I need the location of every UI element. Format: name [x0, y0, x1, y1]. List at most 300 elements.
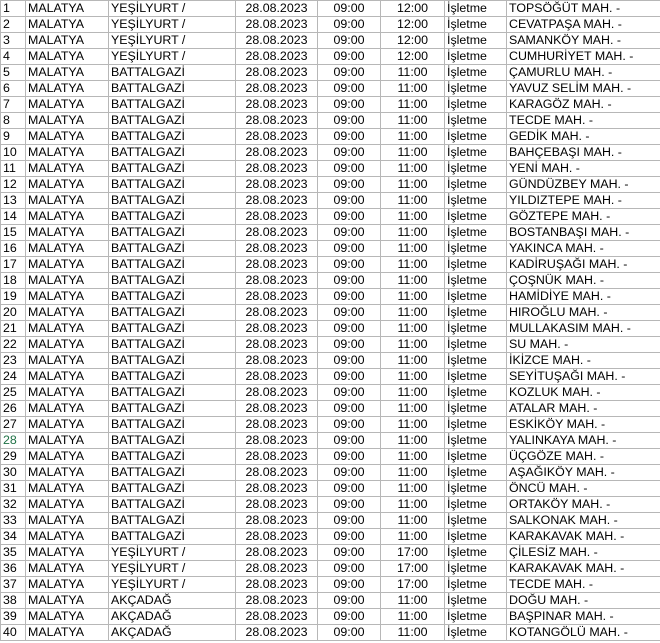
cell-district[interactable]: BATTALGAZİ — [109, 209, 236, 225]
cell-neighborhood[interactable]: YALINKAYA MAH. - — [507, 433, 660, 449]
cell-date[interactable]: 28.08.2023 — [236, 33, 318, 49]
cell-date[interactable]: 28.08.2023 — [236, 289, 318, 305]
cell-date[interactable]: 28.08.2023 — [236, 577, 318, 593]
cell-neighborhood[interactable]: İKİZCE MAH. - — [507, 353, 660, 369]
cell-date[interactable]: 28.08.2023 — [236, 113, 318, 129]
cell-start-time[interactable]: 09:00 — [318, 17, 381, 33]
cell-end-time[interactable]: 11:00 — [381, 273, 445, 289]
row-number[interactable]: 14 — [1, 209, 26, 225]
cell-province[interactable]: MALATYA — [26, 145, 109, 161]
cell-end-time[interactable]: 17:00 — [381, 577, 445, 593]
cell-district[interactable]: BATTALGAZİ — [109, 81, 236, 97]
cell-neighborhood[interactable]: KADİRUŞAĞI MAH. - — [507, 257, 660, 273]
cell-date[interactable]: 28.08.2023 — [236, 145, 318, 161]
cell-start-time[interactable]: 09:00 — [318, 49, 381, 65]
cell-district[interactable]: YEŞİLYURT / — [109, 33, 236, 49]
cell-neighborhood[interactable]: SALKONAK MAH. - — [507, 513, 660, 529]
cell-neighborhood[interactable]: ÇAMURLU MAH. - — [507, 65, 660, 81]
cell-type[interactable]: İşletme — [445, 145, 507, 161]
cell-date[interactable]: 28.08.2023 — [236, 465, 318, 481]
cell-type[interactable]: İşletme — [445, 337, 507, 353]
cell-province[interactable]: MALATYA — [26, 241, 109, 257]
cell-date[interactable]: 28.08.2023 — [236, 529, 318, 545]
row-number[interactable]: 1 — [1, 1, 26, 17]
row-number[interactable]: 9 — [1, 129, 26, 145]
cell-province[interactable]: MALATYA — [26, 385, 109, 401]
cell-date[interactable]: 28.08.2023 — [236, 321, 318, 337]
cell-neighborhood[interactable]: ÇİLESİZ MAH. - — [507, 545, 660, 561]
cell-district[interactable]: BATTALGAZİ — [109, 257, 236, 273]
cell-district[interactable]: BATTALGAZİ — [109, 465, 236, 481]
cell-neighborhood[interactable]: MULLAKASIM MAH. - — [507, 321, 660, 337]
cell-province[interactable]: MALATYA — [26, 465, 109, 481]
row-number[interactable]: 26 — [1, 401, 26, 417]
cell-date[interactable]: 28.08.2023 — [236, 305, 318, 321]
cell-date[interactable]: 28.08.2023 — [236, 433, 318, 449]
cell-district[interactable]: YEŞİLYURT / — [109, 577, 236, 593]
cell-province[interactable]: MALATYA — [26, 129, 109, 145]
cell-type[interactable]: İşletme — [445, 481, 507, 497]
cell-province[interactable]: MALATYA — [26, 1, 109, 17]
cell-province[interactable]: MALATYA — [26, 225, 109, 241]
cell-neighborhood[interactable]: BAŞPINAR MAH. - — [507, 609, 660, 625]
cell-end-time[interactable]: 11:00 — [381, 337, 445, 353]
cell-type[interactable]: İşletme — [445, 369, 507, 385]
cell-type[interactable]: İşletme — [445, 385, 507, 401]
cell-province[interactable]: MALATYA — [26, 561, 109, 577]
cell-district[interactable]: BATTALGAZİ — [109, 177, 236, 193]
cell-start-time[interactable]: 09:00 — [318, 577, 381, 593]
cell-date[interactable]: 28.08.2023 — [236, 81, 318, 97]
cell-district[interactable]: BATTALGAZİ — [109, 481, 236, 497]
cell-province[interactable]: MALATYA — [26, 49, 109, 65]
cell-date[interactable]: 28.08.2023 — [236, 497, 318, 513]
cell-province[interactable]: MALATYA — [26, 193, 109, 209]
row-number[interactable]: 40 — [1, 625, 26, 641]
row-number[interactable]: 23 — [1, 353, 26, 369]
cell-neighborhood[interactable]: TOPSÖĞÜT MAH. - — [507, 1, 660, 17]
cell-province[interactable]: MALATYA — [26, 273, 109, 289]
cell-type[interactable]: İşletme — [445, 305, 507, 321]
cell-date[interactable]: 28.08.2023 — [236, 561, 318, 577]
cell-neighborhood[interactable]: TECDE MAH. - — [507, 113, 660, 129]
cell-district[interactable]: BATTALGAZİ — [109, 65, 236, 81]
cell-province[interactable]: MALATYA — [26, 209, 109, 225]
cell-start-time[interactable]: 09:00 — [318, 433, 381, 449]
cell-date[interactable]: 28.08.2023 — [236, 161, 318, 177]
cell-neighborhood[interactable]: CEVATPAŞA MAH. - — [507, 17, 660, 33]
row-number[interactable]: 6 — [1, 81, 26, 97]
cell-end-time[interactable]: 11:00 — [381, 417, 445, 433]
row-number[interactable]: 22 — [1, 337, 26, 353]
cell-district[interactable]: BATTALGAZİ — [109, 129, 236, 145]
cell-type[interactable]: İşletme — [445, 321, 507, 337]
row-number[interactable]: 15 — [1, 225, 26, 241]
cell-end-time[interactable]: 11:00 — [381, 625, 445, 641]
row-number[interactable]: 12 — [1, 177, 26, 193]
cell-end-time[interactable]: 11:00 — [381, 433, 445, 449]
row-number[interactable]: 16 — [1, 241, 26, 257]
row-number[interactable]: 10 — [1, 145, 26, 161]
cell-neighborhood[interactable]: YENİ MAH. - — [507, 161, 660, 177]
cell-date[interactable]: 28.08.2023 — [236, 369, 318, 385]
cell-district[interactable]: YEŞİLYURT / — [109, 49, 236, 65]
cell-neighborhood[interactable]: GÖZTEPE MAH. - — [507, 209, 660, 225]
cell-province[interactable]: MALATYA — [26, 369, 109, 385]
row-number[interactable]: 24 — [1, 369, 26, 385]
cell-end-time[interactable]: 12:00 — [381, 49, 445, 65]
cell-type[interactable]: İşletme — [445, 209, 507, 225]
cell-start-time[interactable]: 09:00 — [318, 225, 381, 241]
row-number[interactable]: 21 — [1, 321, 26, 337]
cell-date[interactable]: 28.08.2023 — [236, 97, 318, 113]
cell-date[interactable]: 28.08.2023 — [236, 1, 318, 17]
cell-end-time[interactable]: 11:00 — [381, 497, 445, 513]
row-number[interactable]: 18 — [1, 273, 26, 289]
cell-province[interactable]: MALATYA — [26, 257, 109, 273]
cell-province[interactable]: MALATYA — [26, 497, 109, 513]
cell-district[interactable]: AKÇADAĞ — [109, 625, 236, 641]
cell-end-time[interactable]: 11:00 — [381, 81, 445, 97]
cell-neighborhood[interactable]: GEDİK MAH. - — [507, 129, 660, 145]
cell-district[interactable]: BATTALGAZİ — [109, 97, 236, 113]
cell-province[interactable]: MALATYA — [26, 17, 109, 33]
cell-start-time[interactable]: 09:00 — [318, 113, 381, 129]
cell-end-time[interactable]: 11:00 — [381, 241, 445, 257]
cell-type[interactable]: İşletme — [445, 593, 507, 609]
cell-neighborhood[interactable]: GÜNDÜZBEY MAH. - — [507, 177, 660, 193]
cell-neighborhood[interactable]: ÖNCÜ MAH. - — [507, 481, 660, 497]
row-number[interactable]: 4 — [1, 49, 26, 65]
cell-district[interactable]: BATTALGAZİ — [109, 513, 236, 529]
cell-start-time[interactable]: 09:00 — [318, 97, 381, 113]
cell-start-time[interactable]: 09:00 — [318, 177, 381, 193]
cell-province[interactable]: MALATYA — [26, 305, 109, 321]
cell-date[interactable]: 28.08.2023 — [236, 417, 318, 433]
cell-date[interactable]: 28.08.2023 — [236, 401, 318, 417]
cell-type[interactable]: İşletme — [445, 129, 507, 145]
row-number[interactable]: 29 — [1, 449, 26, 465]
cell-end-time[interactable]: 12:00 — [381, 33, 445, 49]
cell-end-time[interactable]: 12:00 — [381, 17, 445, 33]
cell-start-time[interactable]: 09:00 — [318, 449, 381, 465]
cell-district[interactable]: YEŞİLYURT / — [109, 545, 236, 561]
cell-neighborhood[interactable]: YAVUZ SELİM MAH. - — [507, 81, 660, 97]
row-number[interactable]: 38 — [1, 593, 26, 609]
cell-province[interactable]: MALATYA — [26, 177, 109, 193]
cell-province[interactable]: MALATYA — [26, 65, 109, 81]
cell-date[interactable]: 28.08.2023 — [236, 209, 318, 225]
cell-date[interactable]: 28.08.2023 — [236, 241, 318, 257]
cell-date[interactable]: 28.08.2023 — [236, 545, 318, 561]
cell-district[interactable]: BATTALGAZİ — [109, 337, 236, 353]
cell-date[interactable]: 28.08.2023 — [236, 625, 318, 641]
cell-date[interactable]: 28.08.2023 — [236, 177, 318, 193]
row-number[interactable]: 33 — [1, 513, 26, 529]
row-number[interactable]: 5 — [1, 65, 26, 81]
cell-start-time[interactable]: 09:00 — [318, 401, 381, 417]
row-number[interactable]: 28 — [1, 433, 26, 449]
cell-date[interactable]: 28.08.2023 — [236, 385, 318, 401]
cell-neighborhood[interactable]: SAMANKÖY MAH. - — [507, 33, 660, 49]
row-number[interactable]: 25 — [1, 385, 26, 401]
cell-neighborhood[interactable]: CUMHURİYET MAH. - — [507, 49, 660, 65]
cell-date[interactable]: 28.08.2023 — [236, 225, 318, 241]
cell-neighborhood[interactable]: KOTANGÖLÜ MAH. - — [507, 625, 660, 641]
cell-date[interactable]: 28.08.2023 — [236, 129, 318, 145]
cell-type[interactable]: İşletme — [445, 1, 507, 17]
cell-start-time[interactable]: 09:00 — [318, 129, 381, 145]
cell-end-time[interactable]: 11:00 — [381, 161, 445, 177]
cell-district[interactable]: BATTALGAZİ — [109, 273, 236, 289]
cell-start-time[interactable]: 09:00 — [318, 81, 381, 97]
cell-type[interactable]: İşletme — [445, 561, 507, 577]
cell-date[interactable]: 28.08.2023 — [236, 17, 318, 33]
cell-end-time[interactable]: 11:00 — [381, 465, 445, 481]
cell-start-time[interactable]: 09:00 — [318, 417, 381, 433]
cell-type[interactable]: İşletme — [445, 113, 507, 129]
cell-end-time[interactable]: 11:00 — [381, 321, 445, 337]
row-number[interactable]: 13 — [1, 193, 26, 209]
cell-neighborhood[interactable]: KARAKAVAK MAH. - — [507, 561, 660, 577]
cell-type[interactable]: İşletme — [445, 49, 507, 65]
cell-start-time[interactable]: 09:00 — [318, 241, 381, 257]
cell-province[interactable]: MALATYA — [26, 593, 109, 609]
cell-type[interactable]: İşletme — [445, 225, 507, 241]
cell-start-time[interactable]: 09:00 — [318, 609, 381, 625]
cell-district[interactable]: BATTALGAZİ — [109, 529, 236, 545]
cell-start-time[interactable]: 09:00 — [318, 385, 381, 401]
cell-start-time[interactable]: 09:00 — [318, 513, 381, 529]
cell-start-time[interactable]: 09:00 — [318, 257, 381, 273]
row-number[interactable]: 37 — [1, 577, 26, 593]
cell-neighborhood[interactable]: ORTAKÖY MAH. - — [507, 497, 660, 513]
cell-type[interactable]: İşletme — [445, 81, 507, 97]
cell-province[interactable]: MALATYA — [26, 321, 109, 337]
cell-type[interactable]: İşletme — [445, 273, 507, 289]
cell-province[interactable]: MALATYA — [26, 545, 109, 561]
cell-district[interactable]: YEŞİLYURT / — [109, 17, 236, 33]
row-number[interactable]: 17 — [1, 257, 26, 273]
cell-type[interactable]: İşletme — [445, 97, 507, 113]
cell-date[interactable]: 28.08.2023 — [236, 337, 318, 353]
cell-end-time[interactable]: 11:00 — [381, 449, 445, 465]
cell-end-time[interactable]: 11:00 — [381, 513, 445, 529]
cell-type[interactable]: İşletme — [445, 433, 507, 449]
cell-type[interactable]: İşletme — [445, 465, 507, 481]
cell-district[interactable]: BATTALGAZİ — [109, 161, 236, 177]
cell-neighborhood[interactable]: KARAKAVAK MAH. - — [507, 529, 660, 545]
cell-start-time[interactable]: 09:00 — [318, 209, 381, 225]
cell-end-time[interactable]: 12:00 — [381, 1, 445, 17]
cell-end-time[interactable]: 11:00 — [381, 177, 445, 193]
cell-province[interactable]: MALATYA — [26, 289, 109, 305]
cell-district[interactable]: AKÇADAĞ — [109, 593, 236, 609]
cell-district[interactable]: BATTALGAZİ — [109, 385, 236, 401]
cell-neighborhood[interactable]: KARAGÖZ MAH. - — [507, 97, 660, 113]
cell-neighborhood[interactable]: YAKINCA MAH. - — [507, 241, 660, 257]
cell-end-time[interactable]: 11:00 — [381, 529, 445, 545]
cell-neighborhood[interactable]: ESKİKÖY MAH. - — [507, 417, 660, 433]
row-number[interactable]: 11 — [1, 161, 26, 177]
row-number[interactable]: 30 — [1, 465, 26, 481]
cell-start-time[interactable]: 09:00 — [318, 161, 381, 177]
cell-type[interactable]: İşletme — [445, 17, 507, 33]
cell-province[interactable]: MALATYA — [26, 401, 109, 417]
cell-district[interactable]: YEŞİLYURT / — [109, 561, 236, 577]
cell-type[interactable]: İşletme — [445, 257, 507, 273]
cell-province[interactable]: MALATYA — [26, 337, 109, 353]
cell-province[interactable]: MALATYA — [26, 529, 109, 545]
cell-date[interactable]: 28.08.2023 — [236, 353, 318, 369]
cell-neighborhood[interactable]: HIROĞLU MAH. - — [507, 305, 660, 321]
cell-province[interactable]: MALATYA — [26, 577, 109, 593]
cell-end-time[interactable]: 11:00 — [381, 225, 445, 241]
row-number[interactable]: 36 — [1, 561, 26, 577]
cell-type[interactable]: İşletme — [445, 177, 507, 193]
cell-date[interactable]: 28.08.2023 — [236, 609, 318, 625]
cell-date[interactable]: 28.08.2023 — [236, 449, 318, 465]
cell-end-time[interactable]: 11:00 — [381, 593, 445, 609]
cell-end-time[interactable]: 11:00 — [381, 401, 445, 417]
cell-district[interactable]: BATTALGAZİ — [109, 353, 236, 369]
cell-date[interactable]: 28.08.2023 — [236, 593, 318, 609]
cell-start-time[interactable]: 09:00 — [318, 497, 381, 513]
row-number[interactable]: 27 — [1, 417, 26, 433]
cell-neighborhood[interactable]: BAHÇEBAŞI MAH. - — [507, 145, 660, 161]
cell-end-time[interactable]: 11:00 — [381, 145, 445, 161]
cell-province[interactable]: MALATYA — [26, 609, 109, 625]
cell-end-time[interactable]: 11:00 — [381, 97, 445, 113]
cell-start-time[interactable]: 09:00 — [318, 33, 381, 49]
cell-date[interactable]: 28.08.2023 — [236, 193, 318, 209]
cell-province[interactable]: MALATYA — [26, 113, 109, 129]
cell-province[interactable]: MALATYA — [26, 161, 109, 177]
cell-district[interactable]: BATTALGAZİ — [109, 145, 236, 161]
cell-neighborhood[interactable]: SEYİTUŞAĞI MAH. - — [507, 369, 660, 385]
cell-district[interactable]: BATTALGAZİ — [109, 113, 236, 129]
cell-neighborhood[interactable]: ÇOŞNÜK MAH. - — [507, 273, 660, 289]
cell-start-time[interactable]: 09:00 — [318, 593, 381, 609]
cell-date[interactable]: 28.08.2023 — [236, 257, 318, 273]
cell-province[interactable]: MALATYA — [26, 625, 109, 641]
cell-district[interactable]: BATTALGAZİ — [109, 225, 236, 241]
cell-district[interactable]: BATTALGAZİ — [109, 449, 236, 465]
cell-province[interactable]: MALATYA — [26, 97, 109, 113]
cell-end-time[interactable]: 11:00 — [381, 129, 445, 145]
row-number[interactable]: 39 — [1, 609, 26, 625]
cell-end-time[interactable]: 11:00 — [381, 369, 445, 385]
cell-start-time[interactable]: 09:00 — [318, 481, 381, 497]
cell-start-time[interactable]: 09:00 — [318, 321, 381, 337]
row-number[interactable]: 2 — [1, 17, 26, 33]
cell-province[interactable]: MALATYA — [26, 353, 109, 369]
cell-type[interactable]: İşletme — [445, 401, 507, 417]
cell-province[interactable]: MALATYA — [26, 417, 109, 433]
cell-end-time[interactable]: 17:00 — [381, 545, 445, 561]
cell-neighborhood[interactable]: YILDIZTEPE MAH. - — [507, 193, 660, 209]
cell-type[interactable]: İşletme — [445, 193, 507, 209]
cell-district[interactable]: BATTALGAZİ — [109, 417, 236, 433]
cell-district[interactable]: BATTALGAZİ — [109, 241, 236, 257]
cell-type[interactable]: İşletme — [445, 609, 507, 625]
row-number[interactable]: 8 — [1, 113, 26, 129]
cell-end-time[interactable]: 11:00 — [381, 353, 445, 369]
row-number[interactable]: 35 — [1, 545, 26, 561]
cell-type[interactable]: İşletme — [445, 161, 507, 177]
cell-start-time[interactable]: 09:00 — [318, 369, 381, 385]
cell-neighborhood[interactable]: HAMİDİYE MAH. - — [507, 289, 660, 305]
cell-end-time[interactable]: 11:00 — [381, 65, 445, 81]
cell-type[interactable]: İşletme — [445, 513, 507, 529]
cell-district[interactable]: BATTALGAZİ — [109, 321, 236, 337]
cell-start-time[interactable]: 09:00 — [318, 65, 381, 81]
cell-start-time[interactable]: 09:00 — [318, 289, 381, 305]
cell-type[interactable]: İşletme — [445, 353, 507, 369]
cell-type[interactable]: İşletme — [445, 545, 507, 561]
cell-district[interactable]: BATTALGAZİ — [109, 401, 236, 417]
cell-type[interactable]: İşletme — [445, 33, 507, 49]
cell-type[interactable]: İşletme — [445, 417, 507, 433]
cell-start-time[interactable]: 09:00 — [318, 305, 381, 321]
cell-start-time[interactable]: 09:00 — [318, 353, 381, 369]
cell-district[interactable]: BATTALGAZİ — [109, 497, 236, 513]
cell-district[interactable]: BATTALGAZİ — [109, 433, 236, 449]
cell-end-time[interactable]: 11:00 — [381, 305, 445, 321]
cell-province[interactable]: MALATYA — [26, 81, 109, 97]
cell-start-time[interactable]: 09:00 — [318, 529, 381, 545]
cell-district[interactable]: BATTALGAZİ — [109, 289, 236, 305]
cell-end-time[interactable]: 17:00 — [381, 561, 445, 577]
cell-end-time[interactable]: 11:00 — [381, 113, 445, 129]
cell-type[interactable]: İşletme — [445, 577, 507, 593]
cell-end-time[interactable]: 11:00 — [381, 193, 445, 209]
cell-neighborhood[interactable]: ÜÇGÖZE MAH. - — [507, 449, 660, 465]
cell-start-time[interactable]: 09:00 — [318, 545, 381, 561]
cell-type[interactable]: İşletme — [445, 65, 507, 81]
row-number[interactable]: 7 — [1, 97, 26, 113]
row-number[interactable]: 3 — [1, 33, 26, 49]
cell-start-time[interactable]: 09:00 — [318, 561, 381, 577]
cell-province[interactable]: MALATYA — [26, 513, 109, 529]
row-number[interactable]: 34 — [1, 529, 26, 545]
cell-type[interactable]: İşletme — [445, 497, 507, 513]
cell-neighborhood[interactable]: KOZLUK MAH. - — [507, 385, 660, 401]
cell-start-time[interactable]: 09:00 — [318, 625, 381, 641]
cell-neighborhood[interactable]: SU MAH. - — [507, 337, 660, 353]
cell-province[interactable]: MALATYA — [26, 433, 109, 449]
row-number[interactable]: 20 — [1, 305, 26, 321]
cell-date[interactable]: 28.08.2023 — [236, 481, 318, 497]
cell-start-time[interactable]: 09:00 — [318, 337, 381, 353]
cell-end-time[interactable]: 11:00 — [381, 289, 445, 305]
cell-date[interactable]: 28.08.2023 — [236, 65, 318, 81]
cell-district[interactable]: YEŞİLYURT / — [109, 1, 236, 17]
cell-start-time[interactable]: 09:00 — [318, 193, 381, 209]
cell-type[interactable]: İşletme — [445, 289, 507, 305]
cell-province[interactable]: MALATYA — [26, 449, 109, 465]
cell-province[interactable]: MALATYA — [26, 481, 109, 497]
row-number[interactable]: 19 — [1, 289, 26, 305]
cell-type[interactable]: İşletme — [445, 529, 507, 545]
cell-start-time[interactable]: 09:00 — [318, 1, 381, 17]
cell-start-time[interactable]: 09:00 — [318, 465, 381, 481]
cell-province[interactable]: MALATYA — [26, 33, 109, 49]
cell-date[interactable]: 28.08.2023 — [236, 49, 318, 65]
cell-end-time[interactable]: 11:00 — [381, 481, 445, 497]
cell-end-time[interactable]: 11:00 — [381, 209, 445, 225]
cell-district[interactable]: BATTALGAZİ — [109, 193, 236, 209]
